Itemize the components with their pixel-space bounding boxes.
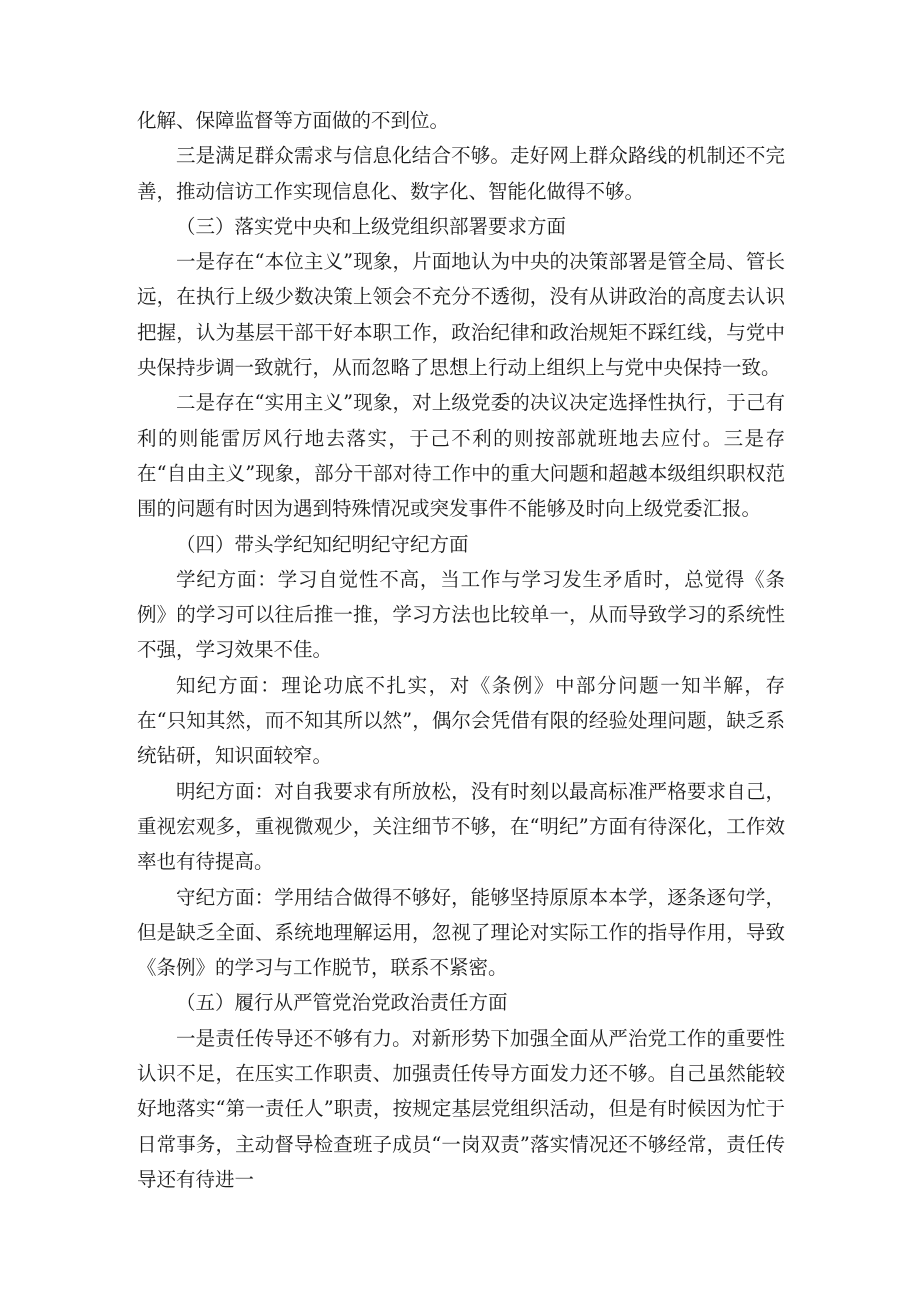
section-heading-5: （五）履行从严管党治党政治责任方面 xyxy=(176,991,508,1015)
paragraph-continuation: 化解、保障监督等方面做的不到位。 xyxy=(137,109,450,132)
section-heading-4: （四）带头学纪知纪明纪守纪方面 xyxy=(176,532,469,556)
paragraph-knowing-discipline: 知纪方面：理论功底不扎实，对《条例》中部分问题一知半解，存在“只知其然，而不知其所以然”，偶尔会凭借有限的经验处理问题，缺乏系统钻研，知识面较窄。 xyxy=(137,673,785,768)
paragraph-understanding-discipline: 明纪方面：对自我要求有所放松，没有时刻以最高标准严格要求自己，重视宏观多，重视微观少，关注细节不够，在“明纪”方面有待深化，工作效率也有待提高。 xyxy=(137,779,785,874)
paragraph-responsibility: 一是责任传导还不够有力。对新形势下加强全面从严治党工作的重要性认识不足，在压实工作职责、加强责任传导方面发力还不够。自己虽然能较好地落实“第一责任人”职责，按规定基层党组织活动，但是有时候因为忙于日常事务，主动督导检查班子成员“一岗双责”落实情况还不够经常，责任传导还有待进一 xyxy=(137,1026,785,1191)
section-heading-3: （三）落实党中央和上级党组织部署要求方面 xyxy=(176,214,567,238)
paragraph-third-point: 三是满足群众需求与信息化结合不够。走好网上群众路线的机制还不完善，推动信访工作实现信息化、数字化、智能化做得不够。 xyxy=(137,144,785,203)
paragraph-learning-discipline: 学纪方面：学习自觉性不高，当工作与学习发生矛盾时，总觉得《条例》的学习可以往后推一推，学习方法也比较单一，从而导致学习的系统性不强，学习效果不佳。 xyxy=(137,567,785,662)
paragraph-keeping-discipline: 守纪方面：学用结合做得不够好，能够坚持原原本本学，逐条逐句学，但是缺乏全面、系统地理解运用，忽视了理论对实际工作的指导作用，导致《条例》的学习与工作脱节，联系不紧密。 xyxy=(137,885,785,980)
paragraph-pragmatism: 二是存在“实用主义”现象，对上级党委的决议决定选择性执行，于己有利的则能雷厉风行地去落实，于己不利的则按部就班地去应付。三是存在“自由主义”现象，部分干部对待工作中的重大问题和超越本级组织职权范围的问题有时因为遇到特殊情况或突发事件不能够及时向上级党委汇报。 xyxy=(137,391,785,521)
document-body xyxy=(137,103,785,1197)
paragraph-localism: 一是存在“本位主义”现象，片面地认为中央的决策部署是管全局、管长远，在执行上级少数决策上领会不充分不透彻，没有从讲政治的高度去认识把握，认为基层干部干好本职工作，政治纪律和政治规矩不踩红线，与党中央保持步调一致就行，从而忽略了思想上行动上组织上与党中央保持一致。 xyxy=(137,250,785,380)
